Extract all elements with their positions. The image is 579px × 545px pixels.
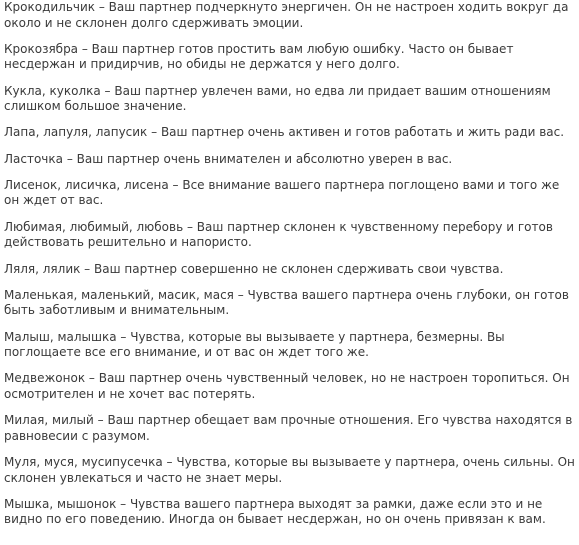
entry-lyalya: Ляля, лялик – Ваш партнер совершенно не склонен сдерживать свои чувства.: [4, 261, 504, 276]
entry-krokozyabra: Крокозябра – Ваш партнер готов простить вам любую ошибку. Часто он бывает несдержан и придирчив, но обиды не держатся у него долго.: [4, 41, 514, 72]
entry-malysh: Малыш, малышка – Чувства, которые вы вызываете у партнера, безмерны. Вы поглощаете все его внимание, и от вас он ждет того же.: [4, 329, 505, 360]
entry-mulya: Муля, муся, мусипусечка – Чувства, которые вы вызываете у партнера, очень сильны. Он склонен увлекаться и часто не знает меры.: [4, 455, 575, 485]
entry-kukla: Кукла, куколка – Ваш партнер увлечен вами, но едва ли придает вашим отношениям слишком большое значение.: [4, 83, 551, 114]
entry-krokodilchik: Крокодильчик – Ваш партнер подчеркнуто энергичен. Он не настроен ходить вокруг да около и не склонен долго сдерживать эмоции.: [4, 0, 569, 30]
document-body: [4, 0, 576, 539]
entry-lapa: Лапа, лапуля, лапусик – Ваш партнер очень активен и готов работать и жить ради вас.: [4, 125, 565, 140]
entry-lyubimaya: Любимая, любимый, любовь – Ваш партнер склонен к чувственному перебору и готов действовать решительно и напористо.: [4, 219, 553, 250]
entry-medvezhonok: Медвежонок – Ваш партнер очень чувственный человек, но не настроен торопиться. Он осмотрителен и не хочет вас потерять.: [4, 371, 570, 401]
entry-malenkaya: Маленькая, маленький, масик, мася – Чувства вашего партнера очень глубоки, он готов быть заботливым и внимательным.: [4, 287, 569, 318]
entry-milaya: Милая, милый – Ваш партнер обещает вам прочные отношения. Его чувства находятся в равновесии с разумом.: [4, 413, 573, 443]
entry-lastochka: Ласточка – Ваш партнер очень внимателен и абсолютно уверен в вас.: [4, 151, 453, 166]
entry-myshka: Мышка, мышонок – Чувства вашего партнера выходят за рамки, даже если это и не видно по его поведению. Иногда он бывает несдержан, но он очень привязан к вам.: [4, 496, 546, 527]
entry-lisenok: Лисенок, лисичка, лисена – Все внимание вашего партнера поглощено вами и того же он ждет от вас.: [4, 177, 560, 208]
